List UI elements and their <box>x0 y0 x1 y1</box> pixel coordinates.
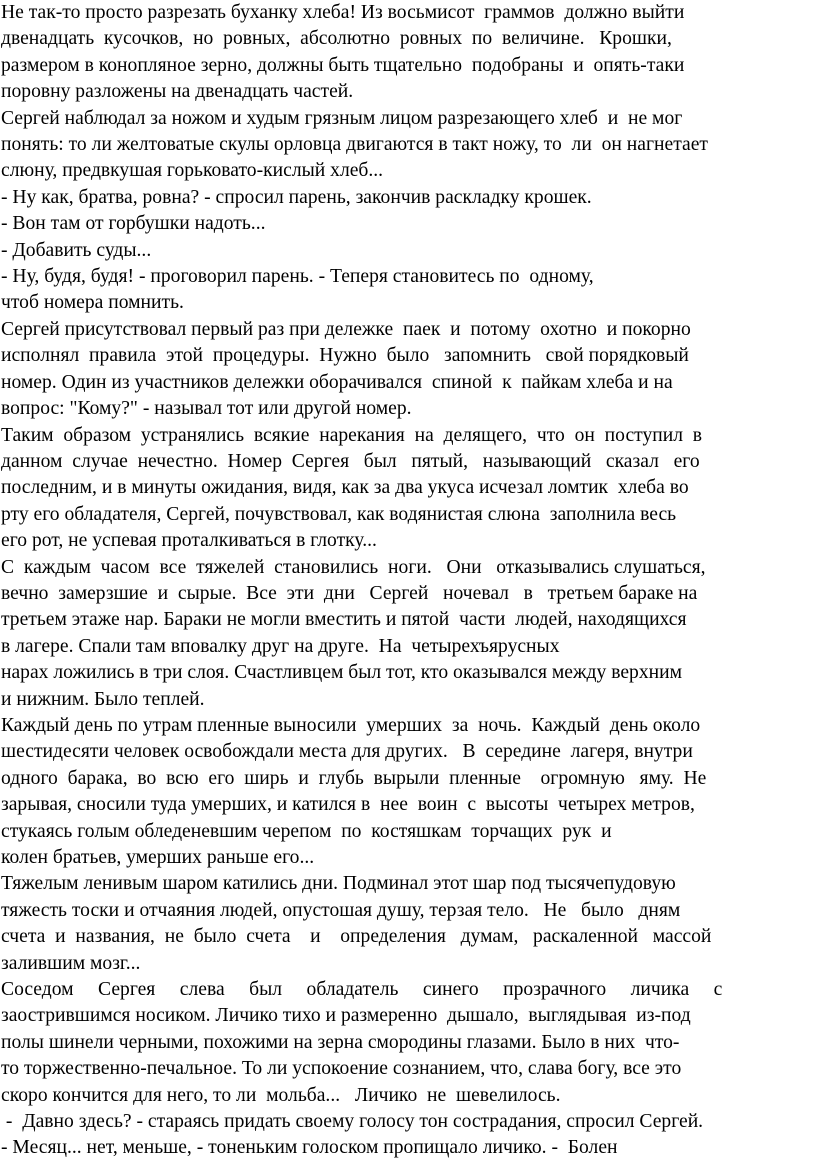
text-line: и нижним. Было теплей. <box>1 688 205 710</box>
text-line: его рот, не успевая проталкиваться в глотку... <box>1 530 377 552</box>
text-line: тяжесть тоски и отчаяния людей, опустошая душу, терзая тело. Не было дням <box>1 899 681 921</box>
text-line: заострившимся носиком. Личико тихо и размеренно дышало, выглядывая из-под <box>1 1005 691 1027</box>
dialogue-line <box>1 1109 813 1135</box>
text-line: скоро кончится для него, то ли мольба... Личико не шевелилось. <box>1 1084 561 1106</box>
dialogue-line <box>1 211 813 237</box>
text-line: Не так-то просто разрезать буханку хлеба! Из восьмисот граммов должно выйти <box>1 2 685 23</box>
text-line: зарывая, сносили туда умерших, и катился в нее воин с высоты четырех метров, <box>1 794 695 816</box>
paragraph-the-pit <box>1 713 813 871</box>
text-line: стукаясь голым обледеневшим черепом по костяшкам торчащих рук и <box>1 820 612 842</box>
dialogue-line <box>1 185 813 211</box>
text-line: последним, и в минуты ожидания, видя, как за два укуса исчезал ломтик хлеба во <box>1 477 689 499</box>
text-line: Сергей наблюдал за ножом и худым грязным лицом разрезающего хлеб и не мог <box>1 107 683 129</box>
text-line: - Добавить суды... <box>1 239 152 261</box>
text-line: колен братьев, умерших раньше его... <box>1 847 315 868</box>
text-line: Соседом Сергея слева был обладатель синего прозрачного личика с <box>1 979 723 1001</box>
text-line: чтоб номера помнить. <box>1 292 184 314</box>
text-line: С каждым часом все тяжелей становились ноги. Они отказывались слушаться, <box>1 556 706 578</box>
text-line: поровну разложены на двенадцать частей. <box>1 81 354 103</box>
dialogue-line <box>1 238 813 264</box>
text-line: то торжественно-печальное. То ли успокоение сознанием, что, слава богу, все это <box>1 1058 682 1080</box>
paragraph-sharing-rations <box>1 317 813 423</box>
text-line: исполнял правила этой процедуры. Нужно было запомнить свой порядковый <box>1 345 689 367</box>
text-line: полы шинели черными, похожими на зерна смородины глазами. Было в них что- <box>1 1031 680 1053</box>
text-line: слюну, предвкушая горьковато-кислый хлеб... <box>1 160 384 182</box>
dialogue-line <box>1 1135 813 1161</box>
text-line: одного барака, во всю его ширь и глубь вырыли пленные огромную яму. Не <box>1 767 707 789</box>
text-line: двенадцать кусочков, но ровных, абсолютно ровных по величине. Крошки, <box>1 28 672 50</box>
text-line: Сергей присутствовал первый раз при дележке паек и потому охотно и покорно <box>1 318 691 340</box>
text-line: в лагере. Спали там вповалку друг на друге. На четырехъярусных <box>1 635 560 657</box>
text-line: - Месяц... нет, меньше, - тоненьким голоском пропищало личико. - Болен <box>1 1137 618 1159</box>
paragraph-barracks <box>1 555 813 713</box>
paragraph-neighbor <box>1 977 813 1109</box>
text-line: залившим мозг... <box>1 952 141 974</box>
paragraph-bread-cutting <box>1 0 813 106</box>
paragraph-days-rolling <box>1 871 813 977</box>
text-line: вопрос: "Кому?" - называл тот или другой номер. <box>1 398 412 420</box>
text-line: третьем этаже нар. Бараки не могли вместить и пятой части людей, находящихся <box>1 609 687 631</box>
text-line: номер. Один из участников дележки оборачивался спиной к пайкам хлеба и на <box>1 371 673 393</box>
text-line: - Давно здесь? - стараясь придать своему голосу тон сострадания, спросил Сергей. <box>1 1111 704 1133</box>
text-line: Таким образом устранялись всякие нарекания на делящего, что он поступил в <box>1 424 703 446</box>
paragraph-number-five <box>1 423 813 555</box>
text-line: - Вон там от горбушки надоть... <box>1 213 266 235</box>
text-line: Тяжелым ленивым шаром катились дни. Подминал этот шар под тысячепудовую <box>1 873 676 895</box>
text-line: Каждый день по утрам пленные выносили умерших за ночь. Каждый день около <box>1 714 701 736</box>
text-line: - Ну как, братва, ровна? - спросил парень, закончив раскладку крошек. <box>1 186 592 208</box>
text-line: шестидесяти человек освобождали места для других. В середине лагеря, внутри <box>1 741 693 763</box>
text-line: размером в конопляное зерно, должны быть тщательно подобраны и опять-таки <box>1 54 685 76</box>
text-line: нарах ложились в три слоя. Счастливцем был тот, кто оказывался между верхним <box>1 662 683 684</box>
text-line: счета и названия, не было счета и определения думам, раскаленной массой <box>1 926 712 948</box>
paragraph-sergey-watching <box>1 106 813 185</box>
text-line: вечно замерзшие и сырые. Все эти дни Сергей ночевал в третьем бараке на <box>1 582 698 604</box>
text-line: данном случае нечестно. Номер Сергея был пятый, называющий сказал его <box>1 450 700 472</box>
text-line: - Ну, будя, будя! - проговорил парень. - Теперя становитесь по одному, <box>1 266 594 288</box>
text-line: рту его обладателя, Сергей, почувствовал, как водянистая слюна заполнила весь <box>1 503 677 525</box>
text-line: понять: то ли желтоватые скулы орловца двигаются в такт ножу, то ли он нагнетает <box>1 134 708 156</box>
dialogue-line <box>1 264 813 317</box>
